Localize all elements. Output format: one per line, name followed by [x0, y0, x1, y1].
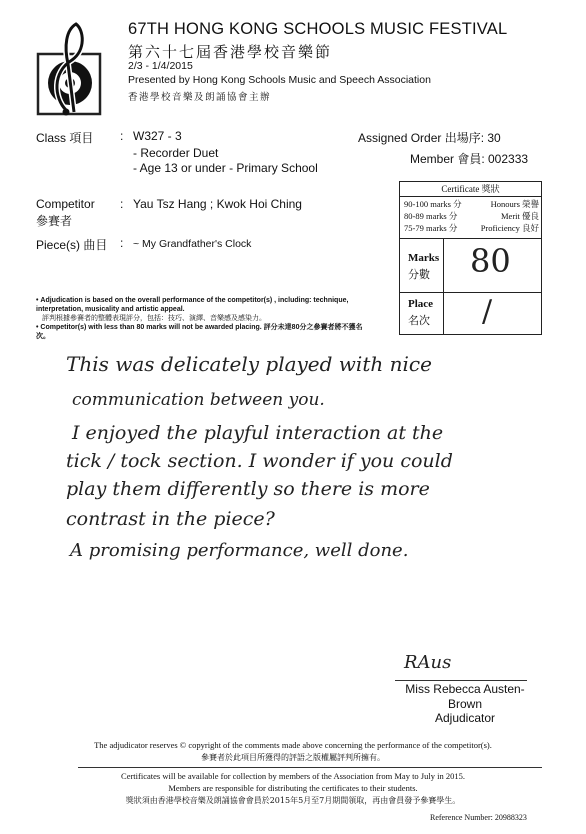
cert-row-merit [404, 210, 539, 222]
signature-line [395, 680, 527, 681]
cert-divider [400, 292, 541, 293]
competitor-label: Competitor [36, 197, 95, 211]
copyright-notice-cn: 參賽者於此項目所獲得的評語之版權屬評判所擁有。 [201, 753, 385, 762]
footer-divider [78, 767, 542, 768]
adjudicator-name: Miss Rebecca Austen-Brown [405, 682, 525, 711]
festival-dates: 2/3 - 1/4/2015 [128, 60, 193, 72]
adjudicator-signature: RAus [404, 652, 452, 673]
place-label: Place [408, 298, 434, 310]
adjudication-notes [36, 296, 376, 341]
member-number: Member 會員: 002333 [410, 152, 529, 166]
festival-title-cn: 第六十七屆香港學校音樂節 [128, 43, 333, 61]
cert-award: Merit 優良 [500, 211, 539, 221]
cert-award: Honours 榮譽 [490, 199, 539, 209]
cert-award: Proficiency 良好 [480, 223, 539, 233]
piece-label: Piece(s) 曲目 [36, 238, 108, 252]
presented-by-cn: 香港學校音樂及朗誦協會主辦 [128, 92, 272, 103]
class-desc-1: - Recorder Duet [133, 146, 219, 160]
bullet-icon: • [36, 324, 41, 331]
marks-label-cn: 分數 [408, 268, 430, 281]
note-1-cn: 評判根據參賽者的整體表現評分，包括：技巧、演繹、音樂感及感染力。 [42, 315, 266, 322]
comment-line-2: communication between you. [72, 390, 325, 410]
cert-divider [400, 238, 541, 239]
note-2: • Competitor(s) with less than 80 marks will not be awarded placing. 評分未達80分之參賽者將不獲名次。 [36, 324, 363, 340]
cert-row-proficiency [404, 222, 539, 234]
collection-notice-1: Certificates will be available for collection by members of the Association from May to July in 2015. [121, 771, 465, 781]
place-label-cn: 名次 [408, 314, 430, 327]
comment-line-6: contrast in the piece? [66, 508, 275, 530]
certificate-heading: Certificate 獎狀 [400, 182, 541, 197]
class-desc-2: - Age 13 or under - Primary School [133, 161, 318, 175]
reference-number: Reference Number: 20988323 [430, 813, 527, 822]
comment-line-7: A promising performance, well done. [70, 540, 409, 561]
adjudicator-role: Adjudicator [434, 711, 496, 725]
cert-range: 90-100 marks 分 [404, 199, 462, 209]
marks-label: Marks [408, 252, 440, 264]
cert-range: 80-89 marks 分 [404, 211, 458, 221]
copyright-notice: The adjudicator reserves © copyright of the comments made above concerning the performance of the competitor(s). [94, 740, 492, 750]
bullet-icon: • [36, 297, 41, 304]
festival-title: 67TH HONG KONG SCHOOLS MUSIC FESTIVAL [128, 20, 508, 38]
cert-row-honours [404, 198, 539, 210]
competitor-label-cn: 參賽者 [36, 214, 73, 228]
cert-range: 75-79 marks 分 [404, 223, 458, 233]
cert-vertical-divider [443, 238, 444, 334]
comment-line-5: play them differently so there is more [66, 478, 430, 500]
class-colon: : [120, 129, 124, 143]
assigned-order: Assigned Order 出場序: 30 [358, 131, 501, 145]
competitor-colon: : [120, 197, 124, 211]
competitor-names: Yau Tsz Hang ; Kwok Hoi Ching [133, 197, 302, 211]
class-code: W327 - 3 [133, 129, 182, 143]
note-1: • Adjudication is based on the overall performance of the competitor(s) , including: technique, interpretation, musicality and artistic appeal. [36, 297, 349, 313]
comment-line-3: I enjoyed the playful interaction at the [72, 422, 444, 444]
piece-colon: : [120, 236, 124, 250]
presented-by: Presented by Hong Kong Schools Music and Speech Association [128, 74, 431, 86]
comment-line-1: This was delicately played with nice [66, 352, 432, 376]
certificate-box [399, 181, 542, 335]
collection-notice-2: Members are responsible for distributing the certificates to their students. [168, 783, 418, 793]
place-value: / [482, 294, 493, 329]
piece-title: ~ My Grandfather's Clock [133, 238, 252, 250]
class-label: Class 項目 [36, 131, 94, 145]
marks-value: 80 [470, 242, 511, 280]
comment-line-4: tick / tock section. I wonder if you could [66, 450, 453, 472]
festival-logo-icon [36, 20, 106, 118]
collection-notice-cn: 獎狀須由香港學校音樂及朗誦協會會員於2015年5月至7月期間領取，再由會員發予參賽學生。 [125, 796, 461, 805]
